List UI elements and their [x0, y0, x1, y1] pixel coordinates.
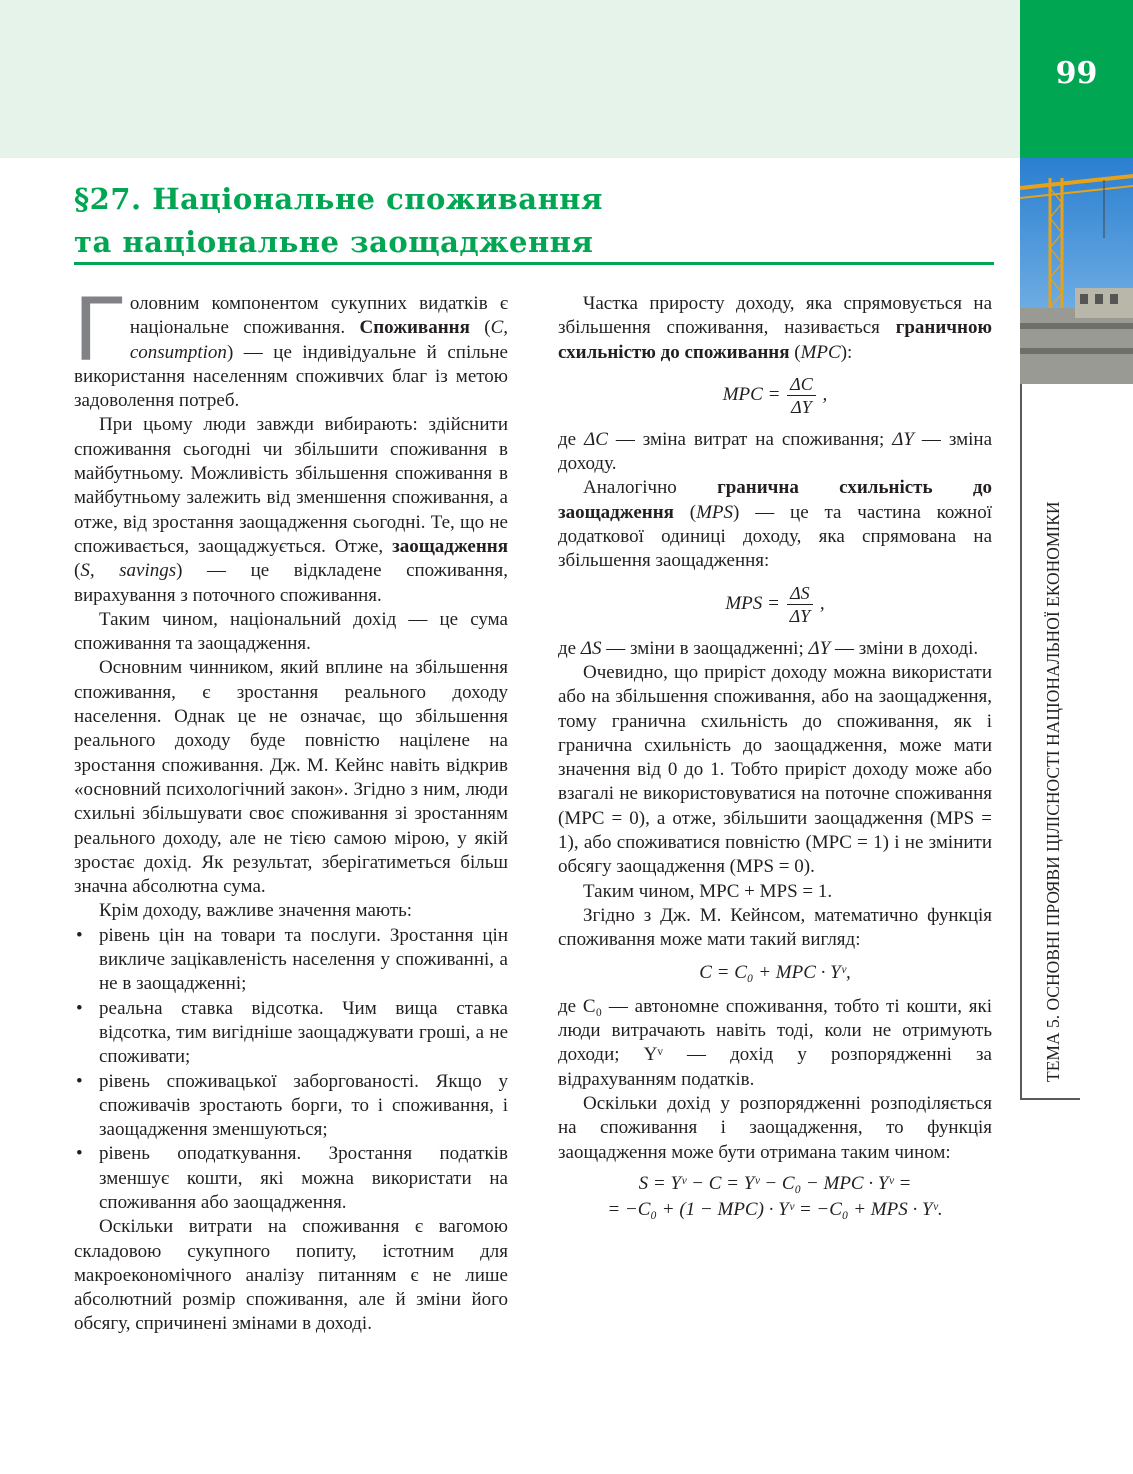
section-title [74, 178, 994, 264]
term-mpc: граничною схильністю до споживання [558, 317, 992, 363]
section-title-line1: §27. Національне споживання [74, 182, 603, 216]
page-number: 99 [1020, 0, 1133, 158]
list-item: • рівень оподаткування. Зростання податків зменшує кошти, які можна використати на споживання або заощадження. [74, 1142, 508, 1215]
paragraph: Крім доходу, важливе значення мають: [99, 900, 413, 922]
term-consumption: Споживання [359, 317, 470, 339]
drop-cap: Г [74, 278, 124, 380]
chapter-label: ТЕМА 5. ОСНОВНІ ПРОЯВИ ЦІЛІСНОСТІ НАЦІОНАЛЬНОЇ ЕКОНОМІКИ [1042, 501, 1063, 1082]
right-column [558, 292, 992, 1223]
term-savings: заощадження [392, 535, 508, 557]
factor-list [74, 924, 508, 1216]
formula-savings [558, 1171, 992, 1223]
list-item: • рівень споживацької заборгованості. Якщо у споживачів зростають борги, то і споживання, і заощадження зменшуються; [74, 1070, 508, 1143]
left-column [74, 278, 508, 1337]
paragraph: Головним компонентом сукупних видатків є національне споживання. Споживання (C, consumption) — це індивідуальне й спільне використання населенням споживчих благ із метою задоволення потреб. [74, 278, 508, 412]
paragraph: Згідно з Дж. М. Кейнсом, математично функція споживання може мати такий вигляд: [558, 904, 992, 951]
paragraph: Основним чинником, який вплине на збільшення споживання, є зростання реального доходу населення. Однак це не означає, що збільшення реального доходу буде повністю націлене на зростання споживання. Дж. М. Кейнс навіть відкрив «основний психологічний закон». Згідно з ним, люди схильні збільшувати своє споживання зі зростанням реального доходу, але не тією самою мірою, у якій зростає дохід. Як результат, зберігатиметься більш значна абсолютна сума. [74, 657, 508, 898]
list-item: • реальна ставка відсотка. Чим вища ставка відсотка, тим вигідніше заощаджувати гроші, а не споживати; [74, 997, 508, 1070]
side-divider [1020, 384, 1022, 1100]
formula-savings-line1: S = Yᵛ − C = Yᵛ − C₀ − MPC · Yᵛ = [638, 1172, 912, 1194]
paragraph: При цьому люди завжди вибирають: здійснити споживання сьогодні чи збільшити споживання в майбутньому. Можливість збільшення споживання в майбутньому залежить від зменшення споживання, а отже, від зростання заощадження сьогодні. Те, що не споживається, заощаджується. Отже, заощадження (S, savings) — це відкладене споживання, вирахування з поточного споживання. [74, 414, 508, 606]
paragraph: Таким чином, MPC + MPS = 1. [583, 880, 833, 902]
side-image-crane [1020, 158, 1133, 384]
paragraph: Частка приросту доходу, яка спрямовується на збільшення споживання, називається граничною схильністю до споживання (MPC): [558, 293, 992, 363]
formula-savings-line2: = −C₀ + (1 − MPC) · Yᵛ = −C₀ + MPS · Yᵛ. [607, 1198, 943, 1220]
paragraph: Очевидно, що приріст доходу можна використати або на збільшення споживання, або на заощадження, тому гранична схильність до споживання, як і гранична схильність до заощадження, може мати значення від 0 до 1. Тобто приріст доходу може або взагалі не використовуватися на поточне споживання (MPC = 0), а отже, збільшити заощадження (MPS = 1), або споживатися повністю (MPC = 1) і не змінити обсягу заощадження (MPS = 0). [558, 661, 992, 878]
formula-mps: MPS = $\frac{\Delta S}{\Delta Y}$ , [725, 582, 825, 626]
formula-mpc: MPC = $\frac{\Delta C}{\Delta Y}$ , [722, 373, 828, 417]
paragraph: Аналогічно гранична схильність до заощадження (MPS) — це та частина кожної додаткової одиниці доходу, яка спрямована на збільшення заощадження: [558, 477, 992, 572]
section-title-line2: та національне заощадження [74, 225, 594, 259]
paragraph: Таким чином, національний дохід — це сума споживання та заощадження. [74, 608, 508, 655]
paragraph: Оскільки витрати на споживання є вагомою складовою сукупного попиту, істотним для макроекономічного аналізу питанням є не лише абсолютний розмір споживання, але й зміни його обсягу, спричинені змінами в доході. [74, 1216, 508, 1335]
header-band [0, 0, 1020, 158]
paragraph: де C₀ — автономне споживання, тобто ті кошти, які люди витрачають навіть тоді, коли не отримують доходи; Yᵛ — дохід у розпорядженні за відрахуванням податків. [558, 995, 992, 1090]
paragraph: де ΔC — зміна витрат на споживання; ΔY — зміна доходу. [558, 428, 993, 475]
formula-consumption: C = C₀ + MPC · Yᵛ, [699, 961, 851, 983]
title-underline [74, 262, 994, 265]
side-divider-end [1020, 1098, 1080, 1100]
term-mps: гранична схильність до заощадження [558, 477, 992, 523]
paragraph: Оскільки дохід у розпорядженні розподіляється на споживання і заощадження, то функція заощадження може бути отримана таким чином: [558, 1093, 992, 1163]
paragraph: де ΔS — зміни в заощадженні; ΔY — зміни в доході. [558, 637, 979, 659]
list-item: • рівень цін на товари та послуги. Зростання цін викличе зацікавленість населення у споживанні, а не в заощадженні; [74, 924, 508, 997]
